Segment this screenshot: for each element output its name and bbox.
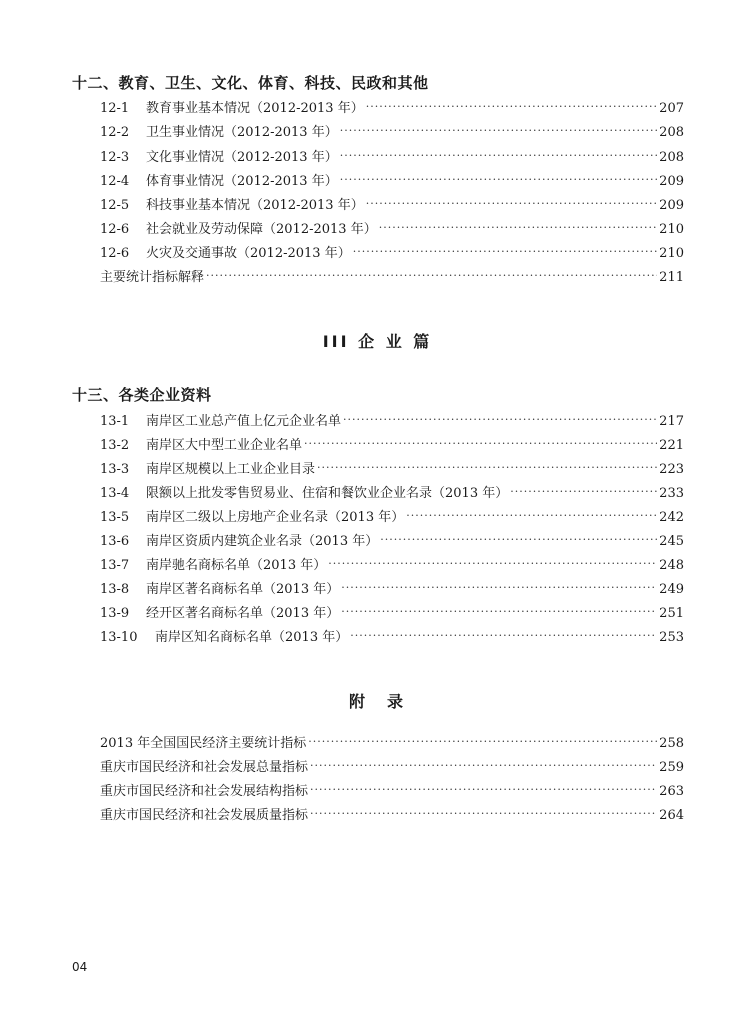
appendix-heading: 附 录 xyxy=(348,692,406,711)
toc-entry[interactable] xyxy=(100,553,684,573)
entry-title: 文化事业情况（2012-2013 年） xyxy=(146,150,338,165)
entry-page: 217 xyxy=(659,414,684,429)
entry-number: 13-3 xyxy=(100,462,130,477)
toc-entry[interactable] xyxy=(100,625,684,645)
toc-entry[interactable] xyxy=(100,96,684,116)
entry-page: 210 xyxy=(659,246,684,261)
leader-dots xyxy=(206,265,657,285)
toc-entry[interactable] xyxy=(100,241,684,261)
entry-title: 南岸区大中型工业企业名单 xyxy=(146,438,303,453)
entry-page: 208 xyxy=(659,150,684,165)
leader-dots xyxy=(308,731,657,751)
entry-title: 南岸区知名商标名单（2013 年） xyxy=(155,630,349,645)
entry-page: 253 xyxy=(659,630,684,645)
toc-entry[interactable] xyxy=(100,577,684,597)
toc-entry[interactable] xyxy=(100,529,684,549)
entry-title: 南岸区工业总产值上亿元企业名单 xyxy=(146,414,342,429)
toc-entry[interactable] xyxy=(100,145,684,165)
entry-page: 208 xyxy=(659,125,684,140)
entry-title: 南岸区资质内建筑企业名录（2013 年） xyxy=(146,534,379,549)
entry-title: 重庆市国民经济和社会发展结构指标 xyxy=(100,784,309,799)
entry-number: 12-5 xyxy=(100,198,130,213)
entry-number: 12-6 xyxy=(100,222,130,237)
entry-page: 248 xyxy=(659,558,684,573)
leader-dots xyxy=(340,120,657,140)
toc-entry[interactable] xyxy=(100,779,684,799)
toc-entry[interactable] xyxy=(100,481,684,501)
entry-number: 12-2 xyxy=(100,125,130,140)
leader-dots xyxy=(366,193,657,213)
toc-entry[interactable] xyxy=(100,601,684,621)
entry-number: 12-4 xyxy=(100,174,130,189)
entry-number: 13-7 xyxy=(100,558,130,573)
toc-entry[interactable] xyxy=(100,505,684,525)
part-3-heading: III 企 业 篇 xyxy=(322,332,433,351)
entry-page: 211 xyxy=(659,270,684,285)
entry-title: 体育事业情况（2012-2013 年） xyxy=(146,174,338,189)
leader-dots xyxy=(304,433,657,453)
entry-number: 13-5 xyxy=(100,510,130,525)
entry-page: 207 xyxy=(659,101,684,116)
leader-dots xyxy=(328,553,657,573)
entry-title: 火灾及交通事故（2012-2013 年） xyxy=(146,246,351,261)
toc-entry[interactable] xyxy=(100,433,684,453)
leader-dots xyxy=(343,409,657,429)
entry-page: 258 xyxy=(659,736,684,751)
entry-number: 13-10 xyxy=(100,630,138,645)
leader-dots xyxy=(380,529,657,549)
entry-number: 13-2 xyxy=(100,438,130,453)
leader-dots xyxy=(366,96,657,116)
entry-page: 209 xyxy=(659,198,684,213)
entry-page: 210 xyxy=(659,222,684,237)
entry-number: 13-8 xyxy=(100,582,130,597)
toc-entry[interactable] xyxy=(100,120,684,140)
entry-title: 2013 年全国国民经济主要统计指标 xyxy=(100,736,307,751)
leader-dots xyxy=(310,803,657,823)
leader-dots xyxy=(341,601,657,621)
leader-dots xyxy=(340,145,657,165)
entry-title: 经开区著名商标名单（2013 年） xyxy=(146,606,340,621)
leader-dots xyxy=(310,779,657,799)
entry-title: 南岸区二级以上房地产企业名录（2013 年） xyxy=(146,510,405,525)
entry-page: 251 xyxy=(659,606,684,621)
leader-dots xyxy=(317,457,657,477)
leader-dots xyxy=(510,481,657,501)
leader-dots xyxy=(353,241,657,261)
entry-page: 223 xyxy=(659,462,684,477)
entry-title: 科技事业基本情况（2012-2013 年） xyxy=(146,198,364,213)
toc-entry[interactable] xyxy=(100,217,684,237)
leader-dots xyxy=(406,505,657,525)
entry-page: 249 xyxy=(659,582,684,597)
toc-entry[interactable] xyxy=(100,409,684,429)
entry-page: 245 xyxy=(659,534,684,549)
toc-entry[interactable] xyxy=(100,457,684,477)
entry-title: 南岸区著名商标名单（2013 年） xyxy=(146,582,340,597)
entry-title: 主要统计指标解释 xyxy=(100,270,205,285)
entry-number: 13-6 xyxy=(100,534,130,549)
entry-title: 南岸区规模以上工业企业目录 xyxy=(146,462,316,477)
entry-page: 209 xyxy=(659,174,684,189)
page-number: 04 xyxy=(72,960,88,974)
toc-entry[interactable] xyxy=(100,755,684,775)
entry-title: 重庆市国民经济和社会发展质量指标 xyxy=(100,808,309,823)
entry-page: 263 xyxy=(659,784,684,799)
entry-page: 264 xyxy=(659,808,684,823)
toc-entry[interactable] xyxy=(100,265,684,285)
entry-title: 限额以上批发零售贸易业、住宿和餐饮业企业名录（2013 年） xyxy=(146,486,509,501)
section-13-heading: 十三、各类企业资料 xyxy=(72,386,212,404)
toc-entry[interactable] xyxy=(100,193,684,213)
toc-entry[interactable] xyxy=(100,169,684,189)
entry-number: 13-9 xyxy=(100,606,130,621)
section-12-heading: 十二、教育、卫生、文化、体育、科技、民政和其他 xyxy=(72,74,429,92)
entry-title: 重庆市国民经济和社会发展总量指标 xyxy=(100,760,309,775)
leader-dots xyxy=(341,577,657,597)
entry-number: 12-1 xyxy=(100,101,130,116)
entry-title: 卫生事业情况（2012-2013 年） xyxy=(146,125,338,140)
entry-number: 13-4 xyxy=(100,486,130,501)
entry-page: 233 xyxy=(659,486,684,501)
entry-title: 教育事业基本情况（2012-2013 年） xyxy=(146,101,364,116)
entry-number: 13-1 xyxy=(100,414,130,429)
entry-page: 242 xyxy=(659,510,684,525)
entry-number: 12-3 xyxy=(100,150,130,165)
leader-dots xyxy=(350,625,657,645)
toc-entry[interactable] xyxy=(100,803,684,823)
entry-number: 12-6 xyxy=(100,246,130,261)
entry-page: 221 xyxy=(659,438,684,453)
entry-title: 社会就业及劳动保障（2012-2013 年） xyxy=(146,222,377,237)
leader-dots xyxy=(379,217,657,237)
entry-title: 南岸驰名商标名单（2013 年） xyxy=(146,558,327,573)
leader-dots xyxy=(310,755,657,775)
leader-dots xyxy=(340,169,657,189)
entry-page: 259 xyxy=(659,760,684,775)
toc-entry[interactable] xyxy=(100,731,684,751)
